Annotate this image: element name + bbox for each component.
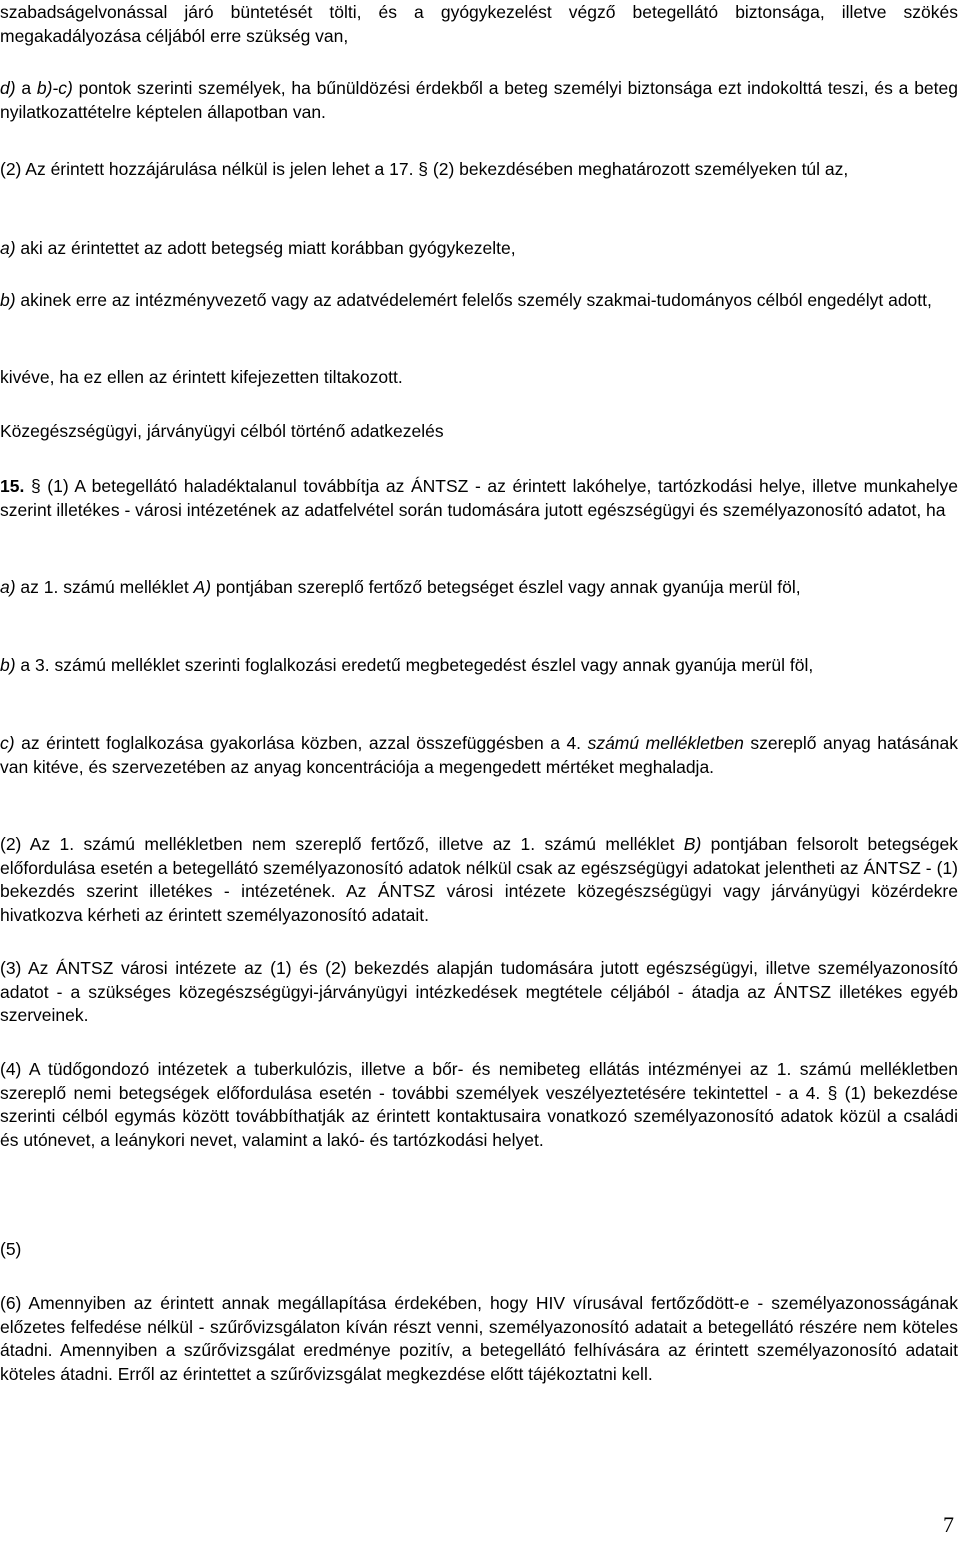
text-run: (5)	[0, 1239, 22, 1259]
paragraph-section-15-2	[0, 833, 958, 927]
paragraph-item-b-annex	[0, 654, 958, 678]
text-run: aki az érintettet az adott betegség miatt korábban gyógykezelte,	[15, 238, 516, 258]
paragraph-item-a-annex	[0, 576, 958, 600]
paragraph-item-a	[0, 237, 958, 261]
paragraph-body	[0, 1, 958, 48]
paragraph-item-d	[0, 77, 958, 124]
text-run: (2) Az 1. számú mellékletben nem szereplő fertőző, illetve az 1. számú melléklet	[0, 834, 684, 854]
text-run: pontok szerinti személyek, ha bűnüldözési érdekből a beteg személyi biztonsága ezt indokolttá teszi, és a beteg nyilatkozattételre képtelen állapotban van.	[0, 78, 958, 122]
text-run: szabadságelvonással járó büntetését tölti, és a gyógykezelést végző betegellátó biztonsága, illetve szökés megakadályozása céljából erre szükség van,	[0, 2, 958, 46]
italic-text: d)	[0, 78, 16, 98]
text-run: § (1) A betegellátó haladéktalanul továbbítja az ÁNTSZ - az érintett lakóhelye, tartózkodási helye, illetve munkahelye szerint illetékes - városi intézetének az adatfelvétel során tudomására jutott egészségügyi és személyazonosító adatot, ha	[0, 476, 958, 520]
text-run: az érintett foglalkozása gyakorlása közben, azzal összefüggésben a 4.	[14, 733, 588, 753]
italic-text: b)	[0, 655, 16, 675]
italic-text: b)-c)	[36, 78, 73, 98]
text-run: akinek erre az intézményvezető vagy az adatvédelemért felelős személy szakmai-tudományos célból engedélyt adott,	[15, 290, 932, 310]
paragraph-item-c-annex	[0, 732, 958, 779]
text-run: (6) Amennyiben az érintett annak megállapítása érdekében, hogy HIV vírusával fertőződött-e - személyazonosságának előzetes felfedése nélkül - szűrővizsgálaton kíván részt venni, személyazonosító adatait a betegellátó részére nem köteles átadni. Amennyiben a szűrővizsgálat eredménye pozitív, a betegellátó felhívására az érintett személyazonosító adatait köteles átadni. Erről az érintettet a szűrővizsgálat megkezdése előtt tájékoztatni kell.	[0, 1293, 958, 1384]
text-run: Közegészségügyi, járványügyi célból történő adatkezelés	[0, 421, 444, 441]
italic-text: A)	[193, 577, 212, 597]
text-run: (2) Az érintett hozzájárulása nélkül is jelen lehet a 17. § (2) bekezdésében meghatározott személyeken túl az,	[0, 159, 849, 179]
text-run: a 3. számú melléklet szerinti foglalkozási eredetű megbetegedést észlel vagy annak gyanúja merül föl,	[15, 655, 814, 675]
text-run: (4) A tüdőgondozó intézetek a tuberkulózis, illetve a bőr- és nemibeteg ellátás intézményei az 1. számú mellékletben szereplő nemi betegségek előfordulása esetén - további személyek veszélyeztetésére tekintettel - a 4. § (1) bekezdése szerinti célból egymás között továbbíthatják az érintett kontaktusaira vonatkozó személyazonosító adatok közül a családi és utónevet, a leánykori nevet, valamint a lakó- és tartózkodási helyet.	[0, 1059, 958, 1150]
paragraph-section-15-6	[0, 1292, 958, 1386]
text-run: szereplő anyag hatásának van kitéve, és szervezetében az anyag koncentrációja a megengedett mértéket meghaladja.	[0, 733, 959, 777]
bold-text: 15.	[0, 476, 25, 496]
paragraph-section-15-4	[0, 1058, 958, 1152]
section-heading	[0, 420, 958, 444]
italic-text: a)	[0, 238, 16, 258]
text-run: kivéve, ha ez ellen az érintett kifejezetten tiltakozott.	[0, 367, 403, 387]
italic-text: c)	[0, 733, 15, 753]
paragraph-section-2	[0, 158, 958, 182]
paragraph-section-15-5	[0, 1238, 958, 1262]
italic-text: a)	[0, 577, 16, 597]
page-number: 7	[943, 1512, 954, 1537]
paragraph-exception	[0, 366, 958, 390]
text-run: a	[15, 78, 37, 98]
italic-text: számú mellékletben	[587, 733, 744, 753]
text-run: az 1. számú melléklet	[15, 577, 194, 597]
paragraph-section-15-3	[0, 957, 958, 1028]
italic-text: B)	[683, 834, 702, 854]
italic-text: b)	[0, 290, 16, 310]
text-run: pontjában szereplő fertőző betegséget észlel vagy annak gyanúja merül föl,	[211, 577, 801, 597]
text-run: pontjában felsorolt betegségek előfordulása esetén a betegellátó személyazonosító adatok nélkül csak az egészségügyi adatokat jelentheti az ÁNTSZ - (1) bekezdés szerint illetékes - intézetének. Az ÁNTSZ városi intézete közegészségügyi vagy járványügyi közérdekre hivatkozva kérheti az érintett személyazonosító adatait.	[0, 834, 959, 925]
paragraph-section-15-1	[0, 475, 958, 522]
text-run: (3) Az ÁNTSZ városi intézete az (1) és (2) bekezdés alapján tudomására jutott egészségügyi, illetve személyazonosító adatot - a szükséges közegészségügyi-járványügyi intézkedések megtétele céljából - átadja az ÁNTSZ illetékes egyéb szerveinek.	[0, 958, 958, 1025]
paragraph-item-b	[0, 289, 958, 313]
